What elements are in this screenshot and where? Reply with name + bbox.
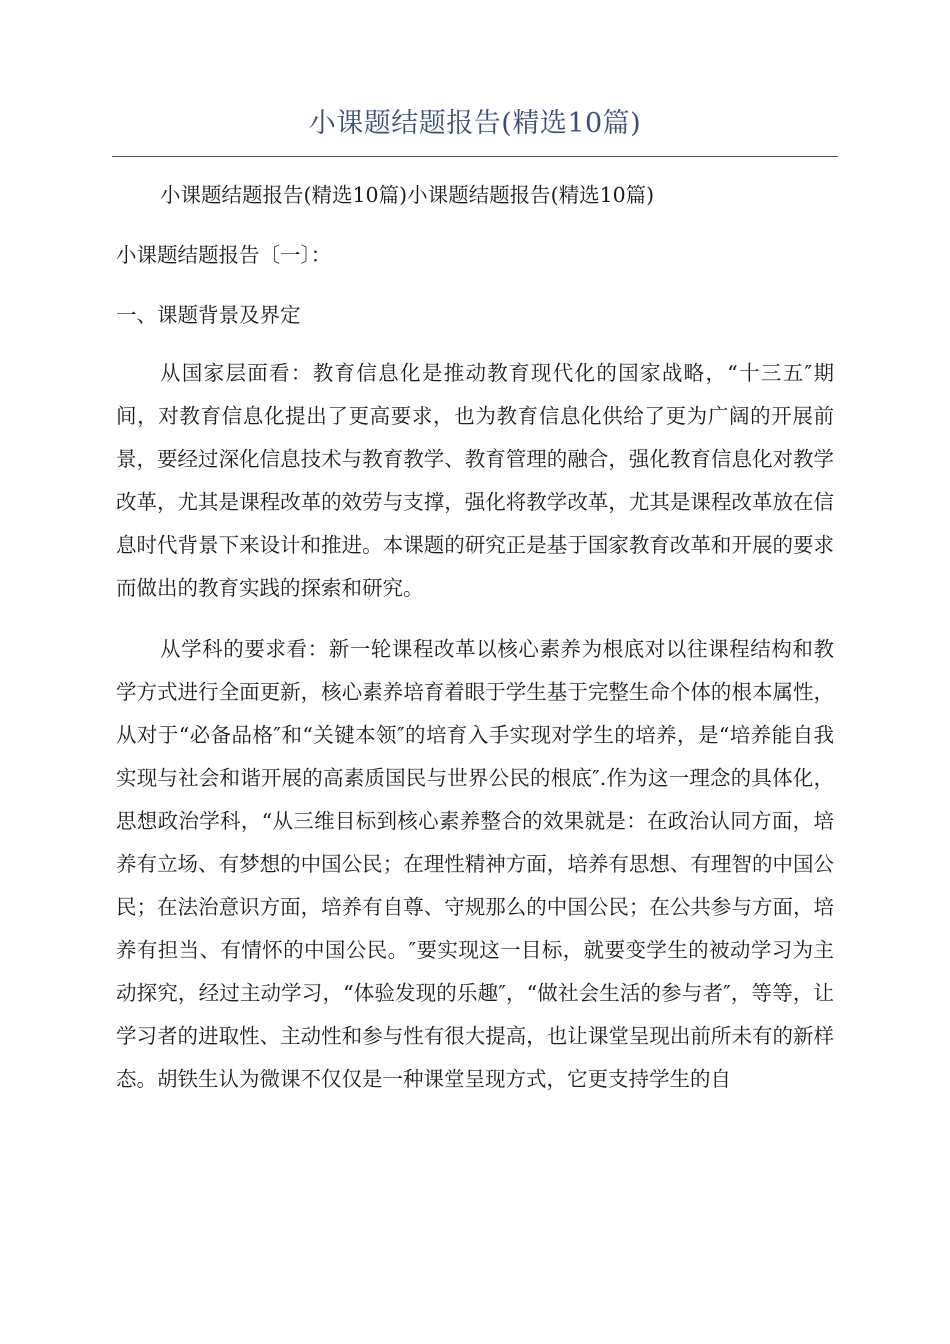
document-subtitle: 小课题结题报告(精选10篇)小课题结题报告(精选10篇) <box>160 183 655 207</box>
subsection-heading: 一、课题背景及界定 <box>116 303 301 327</box>
title-divider <box>112 156 838 157</box>
document-title: 小课题结题报告(精选10篇) <box>308 108 642 139</box>
body-paragraph: 从学科的要求看：新一轮课程改革以核心素养为根底对以往课程结构和教学方式进行全面更新，核心素养培育着眼于学生基于完整生命个体的根本属性，从对于“必备品格″和“关键本领″的培育入手实现对学生的培养，是“培养能自我实现与社会和谐开展的高素质国民与世界公民的根底″.作为这一理念的具体化，思想政治学科，“从三维目标到核心素养整合的效果就是：在政治认同方面，培养有立场、有梦想的中国公民；在理性精神方面，培养有思想、有理智的中国公民；在法治意识方面，培养有自尊、守规那么的中国公民；在公共参与方面，培养有担当、有情怀的中国公民。″要实现这一目标，就要变学生的被动学习为主动探究，经过主动学习，“体验发现的乐趣″，“做社会生活的参与者″，等等，让学习者的进取性、主动性和参与性有很大提高，也让课堂呈现出前所未有的新样态。胡铁生认为微课不仅仅是一种课堂呈现方式，它更支持学生的自 <box>116 637 834 1091</box>
section-heading: 小课题结题报告〔一〕： <box>116 243 332 267</box>
body-paragraph: 从国家层面看：教育信息化是推动教育现代化的国家战略，“十三五″期间，对教育信息化提出了更高要求，也为教育信息化供给了更为广阔的开展前景，要经过深化信息技术与教育教学、教育管理的融合，强化教育信息化对教学改革，尤其是课程改革的效劳与支撑，强化将教学改革，尤其是课程改革放在信息时代背景下来设计和推进。本课题的研究正是基于国家教育改革和开展的要求而做出的教育实践的探索和研究。 <box>116 361 834 600</box>
